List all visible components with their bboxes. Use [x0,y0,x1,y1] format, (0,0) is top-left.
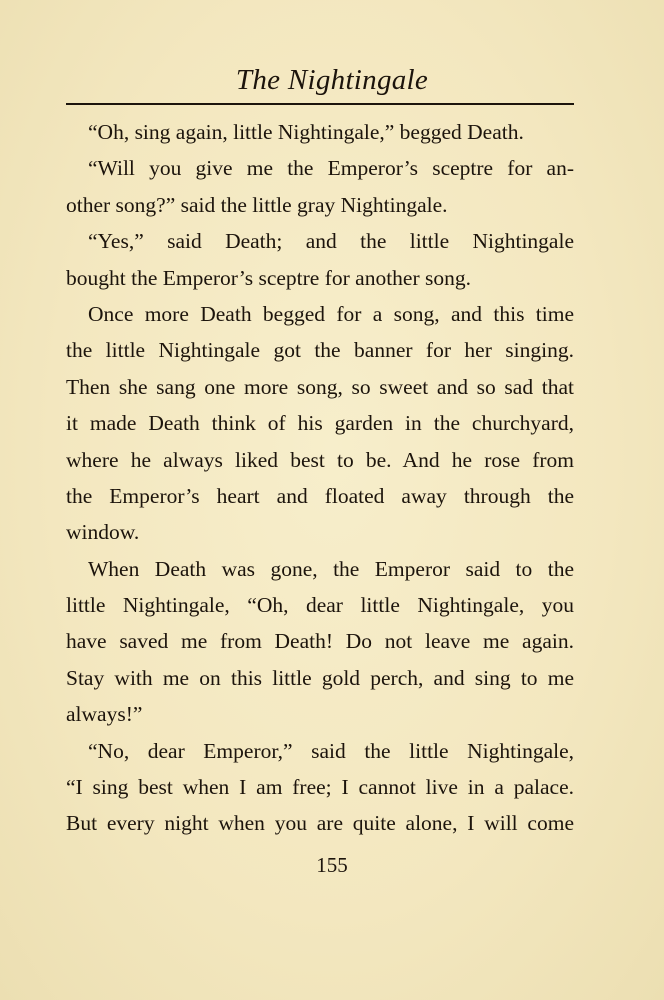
running-title: The Nightingale [235,64,429,96]
paragraph [66,296,574,551]
text-line: where he always liked best to be. And he rose from [66,447,574,472]
text-line: always!” [66,702,143,727]
text-line: bought the Emperor’s sceptre for another song. [66,265,472,290]
page-number: 155 [316,853,348,877]
text-line: Once more Death begged for a song, and this time [88,301,574,326]
text-line: “Oh, sing again, little Nightingale,” begged Death. [88,120,524,144]
body-text [66,114,574,842]
text-line: other song?” said the little gray Nightingale. [66,192,448,217]
paragraph [66,223,574,296]
text-line: have saved me from Death! Do not leave me again. [66,629,574,654]
text-line: Then she sang one more song, so sweet and so sad that [66,374,574,399]
header-rule [66,103,574,105]
paragraph [66,150,574,223]
paragraph [66,733,574,842]
text-line: “Yes,” said Death; and the little Nightingale [88,229,574,254]
text-line: When Death was gone, the Emperor said to the [88,556,574,581]
text-line: But every night when you are quite alone, I will come [66,811,574,836]
text-line: the little Nightingale got the banner for her singing. [66,338,574,363]
paragraph [66,114,574,150]
text-line: “I sing best when I am free; I cannot live in a palace. [66,775,574,800]
text-line: Stay with me on this little gold perch, and sing to me [66,665,574,690]
text-line: “No, dear Emperor,” said the little Nightingale, [88,738,574,763]
text-line: the Emperor’s heart and floated away through the [66,483,574,508]
text-line: “Will you give me the Emperor’s sceptre for an- [88,156,574,181]
paragraph [66,551,574,733]
text-line: window. [66,520,140,545]
text-line: little Nightingale, “Oh, dear little Nightingale, you [66,593,574,618]
text-line: it made Death think of his garden in the churchyard, [66,411,574,436]
